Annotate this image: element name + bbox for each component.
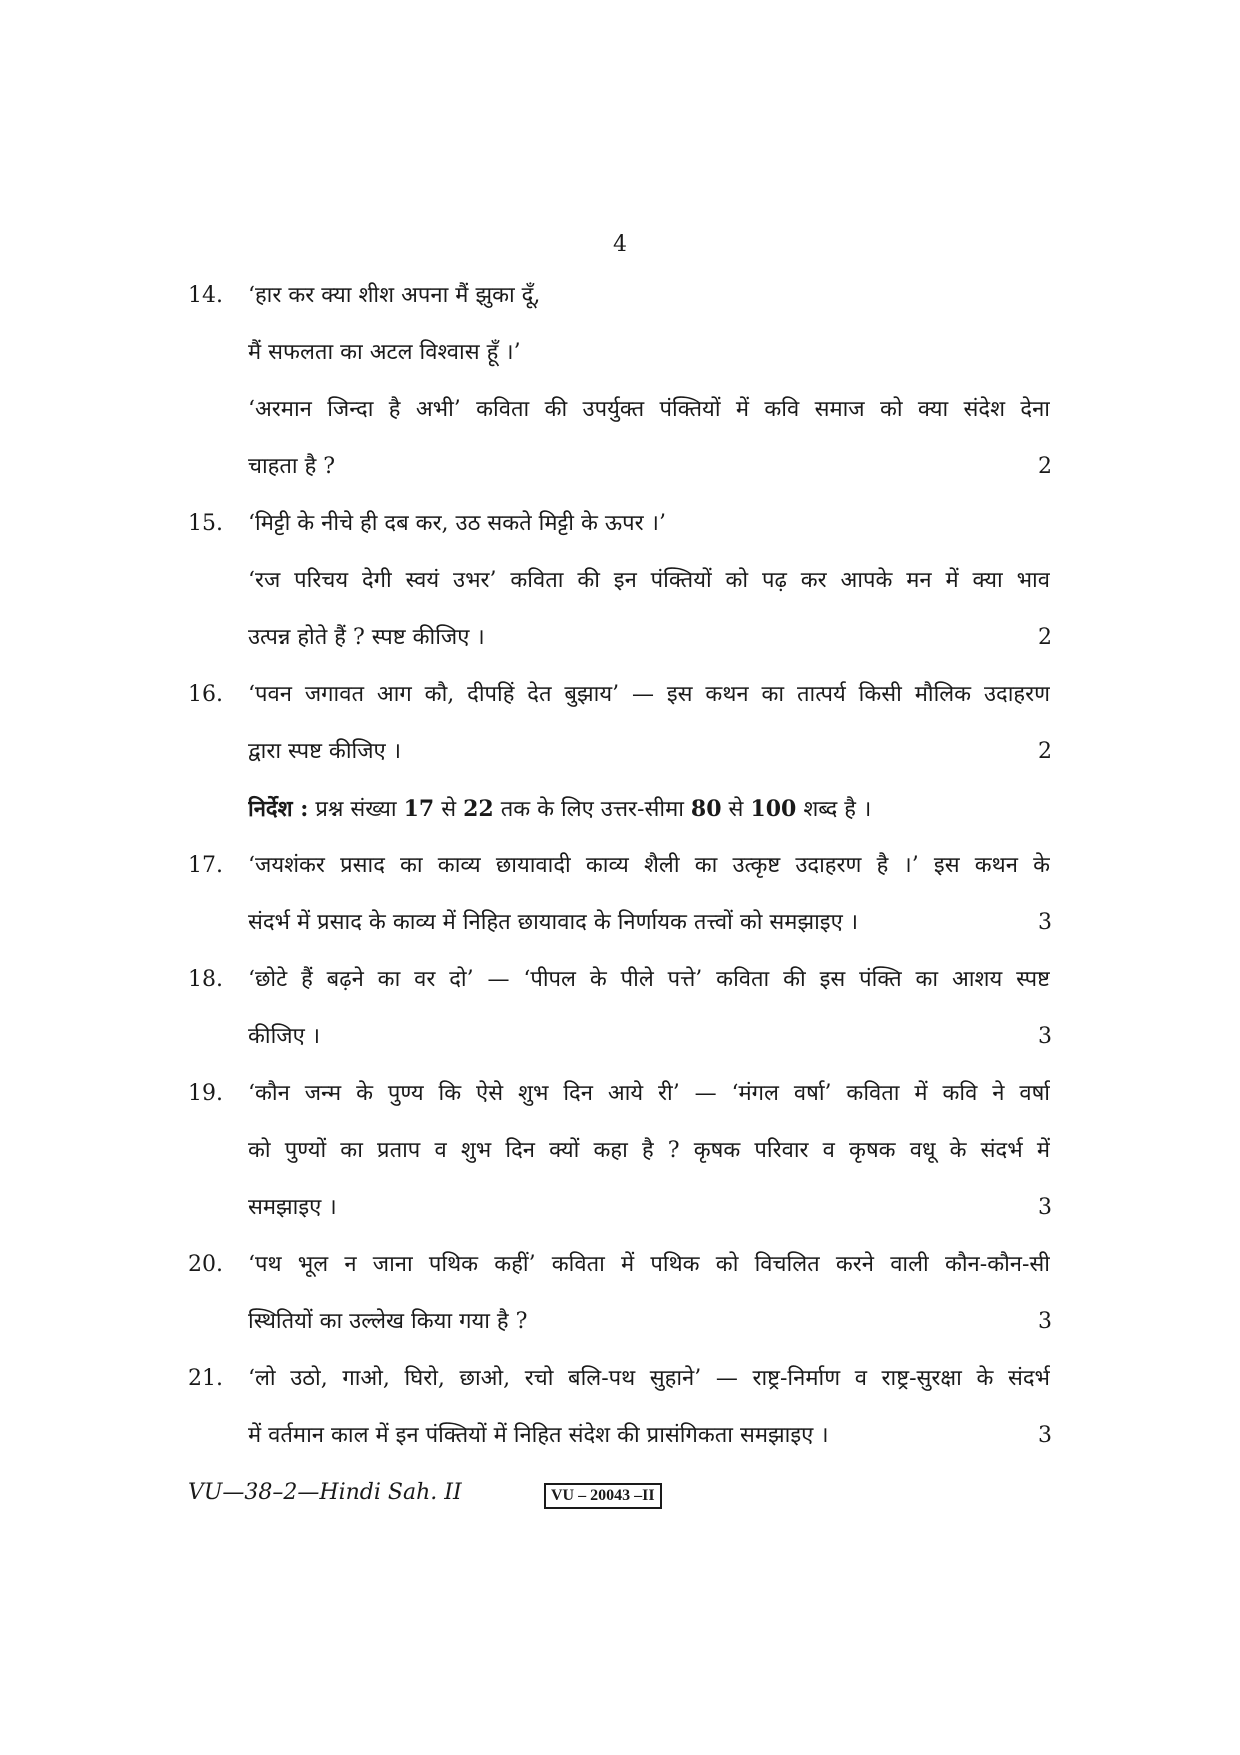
question-20: [0, 1245, 1240, 1285]
question-number: 19.: [188, 1081, 223, 1106]
question-line: ‘रज परिचय देगी स्वयं उभर’ कविता की इन पंक्तियों को पढ़ कर आपके मन में क्या भाव: [248, 568, 1050, 593]
question-14-line-4: [0, 447, 1240, 487]
question-line: ‘जयशंकर प्रसाद का काव्य छायावादी काव्य शैली का उत्कृष्ट उदाहरण है ।’ इस कथन के: [248, 853, 1050, 878]
question-marks: 2: [1038, 625, 1052, 650]
instruction-label: निर्देश :: [248, 796, 309, 822]
question-18-line-2: [0, 1017, 1240, 1057]
question-marks: 3: [1038, 1423, 1052, 1448]
question-line: में वर्तमान काल में इन पंक्तियों में निहित संदेश की प्रासंगिकता समझाइए ।: [248, 1423, 829, 1448]
question-line: ‘कौन जन्म के पुण्य कि ऐसे शुभ दिन आये री’ — ‘मंगल वर्षा’ कविता में कवि ने वर्षा: [248, 1081, 1050, 1106]
question-line: ‘हार कर क्या शीश अपना मैं झुका दूँ,: [248, 283, 541, 308]
question-line: ‘मिट्टी के नीचे ही दब कर, उठ सकते मिट्टी के ऊपर ।’: [248, 511, 666, 536]
question-marks: 3: [1038, 1024, 1052, 1049]
question-marks: 2: [1038, 739, 1052, 764]
question-line: ‘पथ भूल न जाना पथिक कहीं’ कविता में पथिक को विचलित करने वाली कौन-कौन-सी: [248, 1252, 1050, 1277]
question-19-line-2: [0, 1131, 1240, 1171]
question-number: 20.: [188, 1252, 223, 1277]
instruction-part: शब्द है ।: [796, 797, 872, 822]
question-16-line-2: [0, 732, 1240, 772]
question-line: उत्पन्न होते हैं ? स्पष्ट कीजिए ।: [248, 625, 485, 650]
question-14-line-3: [0, 390, 1240, 430]
question-19-line-3: [0, 1188, 1240, 1228]
instruction-part: प्रश्न संख्या: [308, 797, 404, 822]
question-line: ‘पवन जगावत आग कौ, दीपहिं देत बुझाय’ — इस कथन का तात्पर्य किसी मौलिक उदाहरण: [248, 682, 1050, 707]
instruction-number: 80: [690, 796, 722, 822]
question-15: [0, 504, 1240, 544]
instruction-number: 22: [463, 796, 494, 822]
instruction-number: 100: [750, 796, 797, 822]
paper-code-box: VU – 20043 –II: [544, 1483, 662, 1509]
question-15-line-3: [0, 618, 1240, 658]
question-number: 14.: [188, 283, 223, 308]
page-number: 4: [613, 232, 627, 257]
instruction-number: 17: [403, 796, 435, 822]
question-marks: 3: [1038, 1195, 1052, 1220]
question-17: [0, 846, 1240, 886]
question-line: मैं सफलता का अटल विश्वास हूँ ।’: [248, 340, 521, 365]
question-number: 17.: [188, 853, 223, 878]
paper-code-footer: VU—38–2—Hindi Sah. II: [188, 1480, 462, 1505]
question-18: [0, 960, 1240, 1000]
question-21-line-2: [0, 1416, 1240, 1456]
question-line: ‘अरमान जिन्दा है अभी’ कविता की उपर्युक्त पंक्तियों में कवि समाज को क्या संदेश देना: [248, 397, 1050, 422]
question-line: द्वारा स्पष्ट कीजिए ।: [248, 739, 402, 764]
question-15-line-2: [0, 561, 1240, 601]
instruction-part: से: [434, 797, 464, 822]
question-line: कीजिए ।: [248, 1024, 321, 1049]
question-line: स्थितियों का उल्लेख किया गया है ?: [248, 1309, 528, 1334]
question-21: [0, 1359, 1240, 1399]
question-line: चाहता है ?: [248, 454, 336, 479]
question-17-line-2: [0, 903, 1240, 943]
question-number: 18.: [188, 967, 223, 992]
instruction-text: [248, 789, 1050, 830]
question-14-line-2: [0, 333, 1240, 373]
question-19: [0, 1074, 1240, 1114]
question-line: समझाइए ।: [248, 1195, 337, 1220]
question-number: 21.: [188, 1366, 223, 1391]
instruction-part: तक के लिए उत्तर-सीमा: [493, 797, 691, 822]
question-line: को पुण्यों का प्रताप व शुभ दिन क्यों कहा है ? कृषक परिवार व कृषक वधू के संदर्भ में: [248, 1138, 1050, 1163]
question-20-line-2: [0, 1302, 1240, 1342]
question-marks: 3: [1038, 1309, 1052, 1334]
question-number: 15.: [188, 511, 223, 536]
question-line: संदर्भ में प्रसाद के काव्य में निहित छायावाद के निर्णायक तत्त्वों को समझाइए ।: [248, 910, 859, 935]
question-16: [0, 675, 1240, 715]
instruction: [0, 789, 1240, 829]
instruction-part: से: [721, 797, 751, 822]
question-number: 16.: [188, 682, 223, 707]
question-line: ‘लो उठो, गाओ, घिरो, छाओ, रचो बलि-पथ सुहाने’ — राष्ट्र-निर्माण व राष्ट्र-सुरक्षा के संदर्भ: [248, 1366, 1050, 1391]
question-line: ‘छोटे हैं बढ़ने का वर दो’ — ‘पीपल के पीले पत्ते’ कविता की इस पंक्ति का आशय स्पष्ट: [248, 967, 1050, 992]
question-marks: 3: [1038, 910, 1052, 935]
question-marks: 2: [1038, 454, 1052, 479]
question-14: [0, 276, 1240, 316]
